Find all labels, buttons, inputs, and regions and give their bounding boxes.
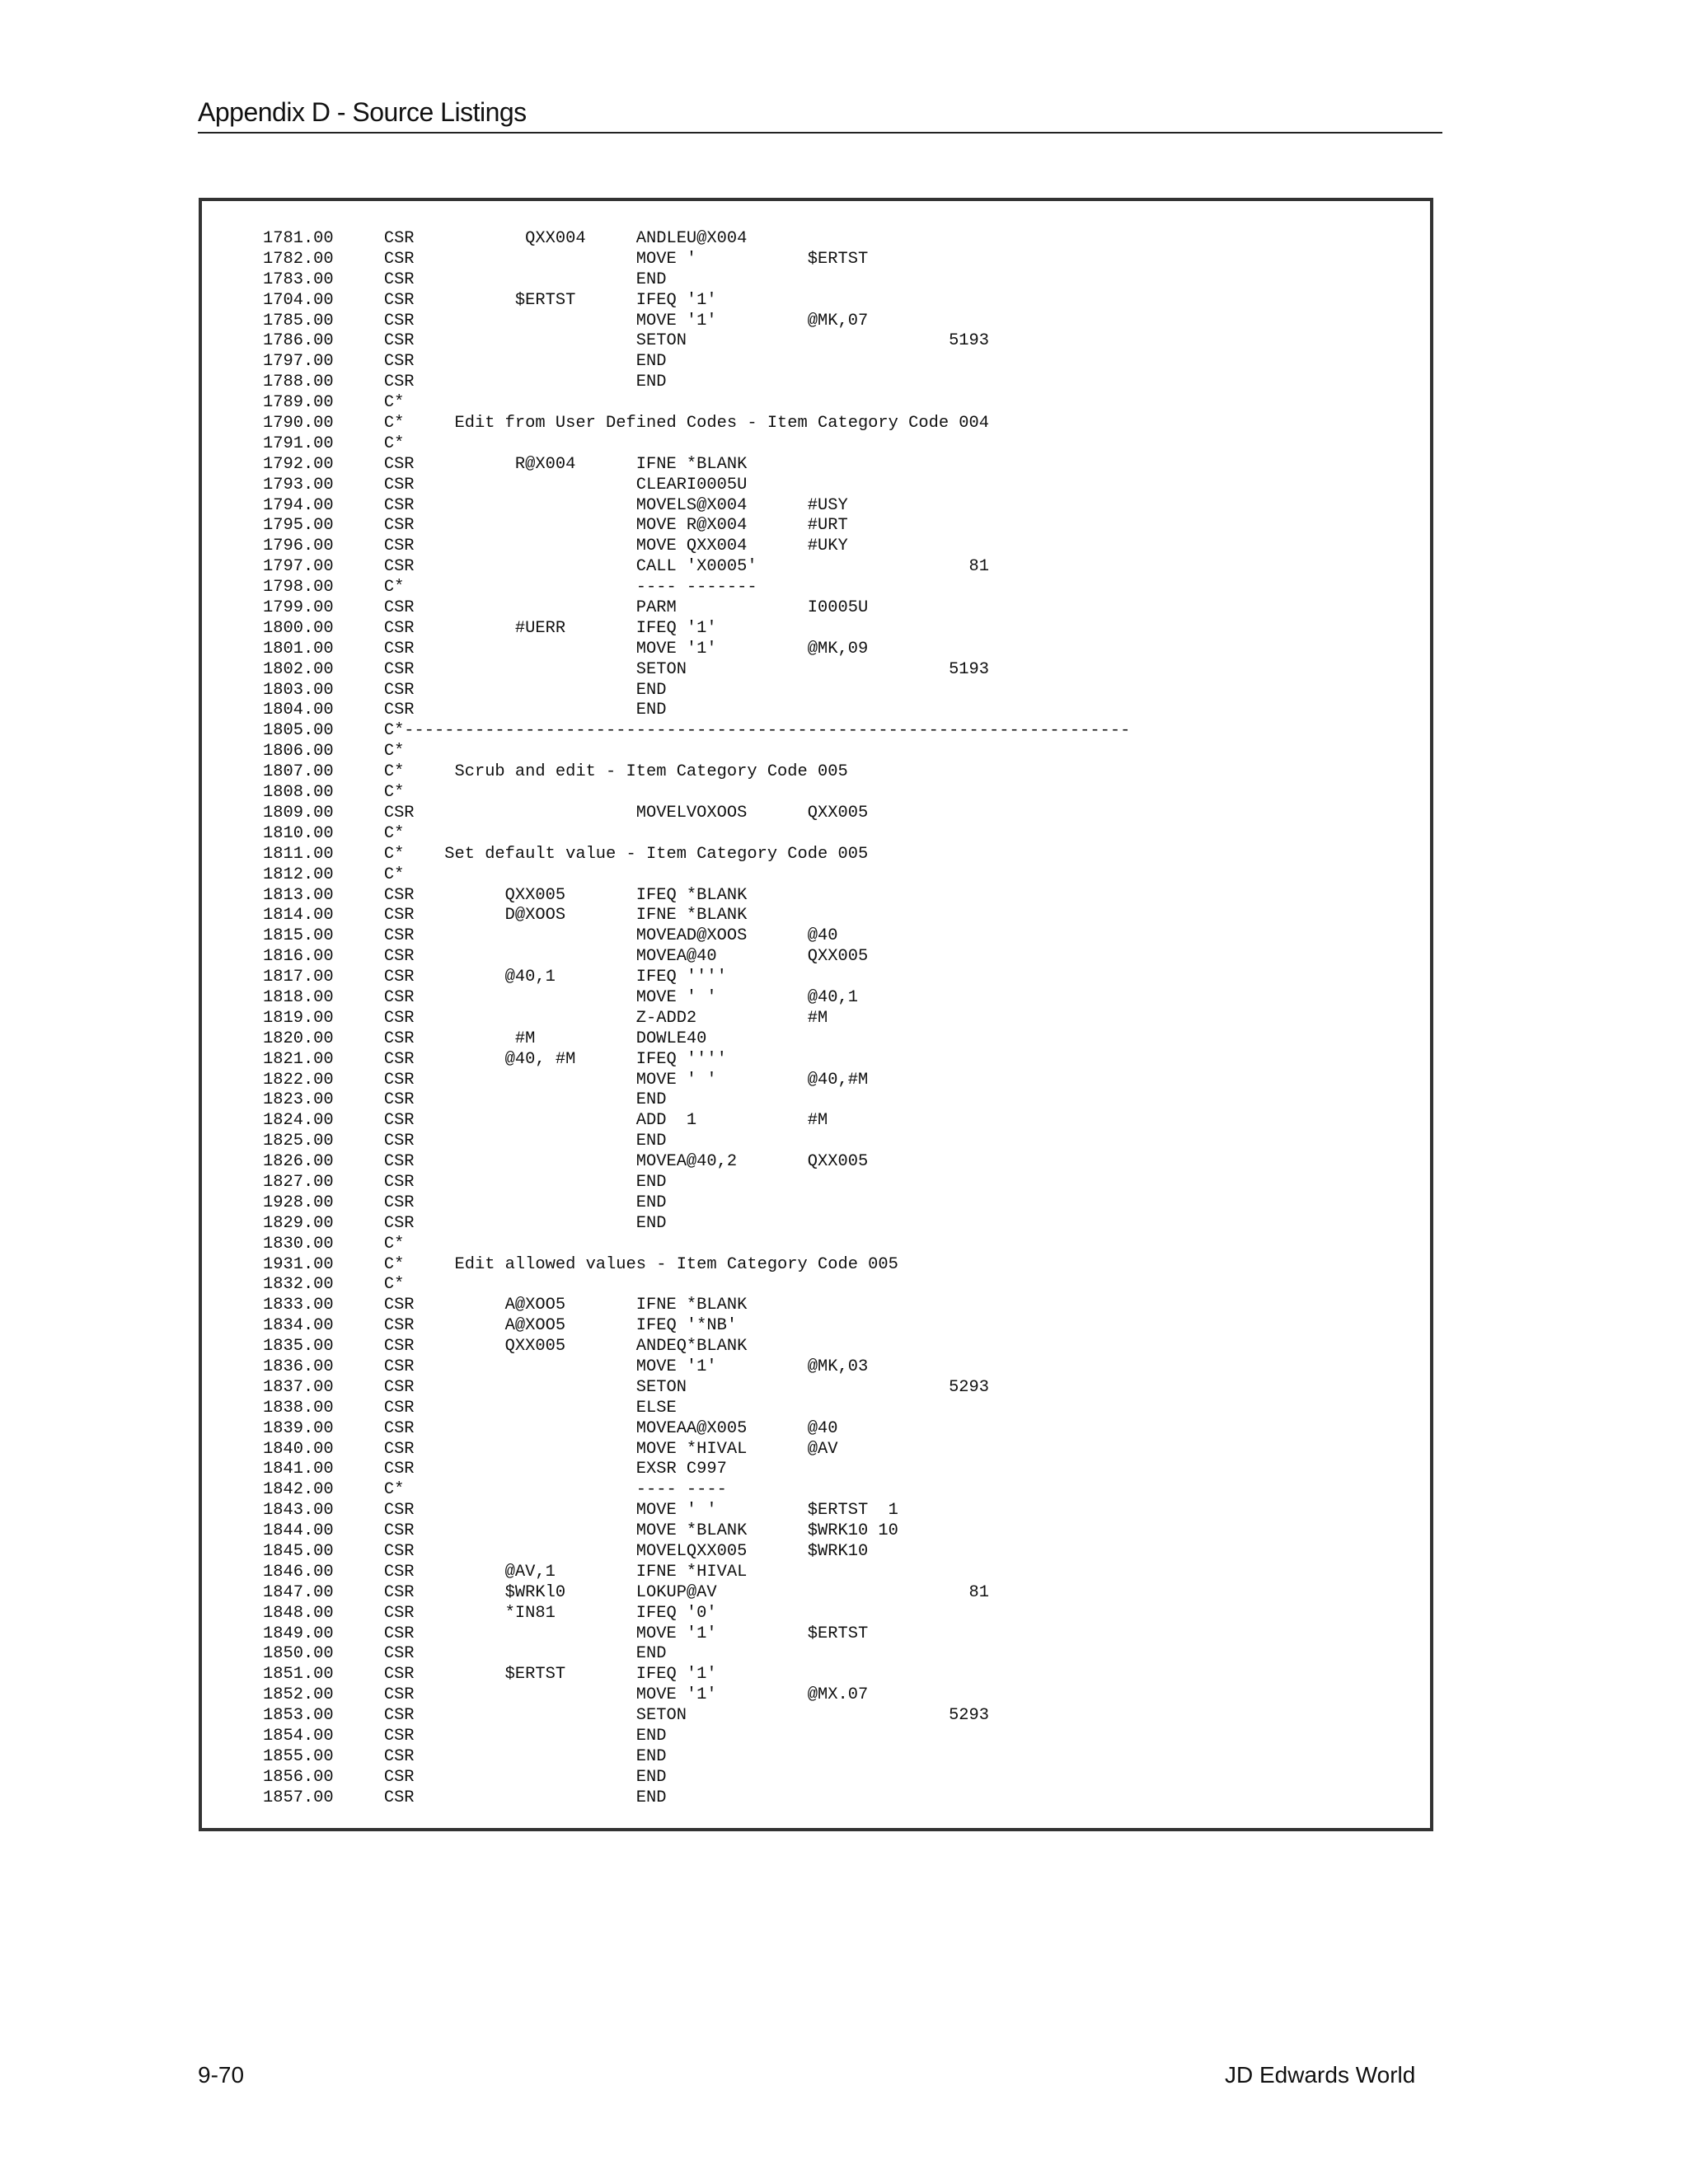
code-line: 1849.00 CSR MOVE '1' $ERTST	[263, 1624, 869, 1643]
code-line: 1840.00 CSR MOVE *HIVAL @AV	[263, 1439, 838, 1459]
code-line: 1791.00 C*	[263, 434, 405, 453]
code-line: 1931.00 C* Edit allowed values - Item Category Code 005	[263, 1254, 898, 1274]
code-line: 1814.00 CSR D@XOOS IFNE *BLANK	[263, 906, 748, 926]
code-line: 1848.00 CSR *IN81 IFEQ '0'	[263, 1603, 717, 1623]
code-line: 1830.00 C*	[263, 1234, 405, 1254]
code-line: 1823.00 CSR END	[263, 1090, 667, 1110]
code-line: 1802.00 CSR SETON 5193	[263, 659, 990, 679]
code-line: 1854.00 CSR END	[263, 1727, 667, 1746]
code-line: 1813.00 CSR QXX005 IFEQ *BLANK	[263, 885, 748, 905]
code-line: 1798.00 C* ---- -------	[263, 578, 757, 598]
code-line: 1786.00 CSR SETON 5193	[263, 331, 990, 351]
code-line: 1808.00 C*	[263, 783, 405, 803]
source-listing	[263, 229, 1130, 1809]
code-line: 1856.00 CSR END	[263, 1767, 667, 1787]
code-line: 1852.00 CSR MOVE '1' @MX.07	[263, 1685, 869, 1705]
code-line: 1819.00 CSR Z-ADD2 #M	[263, 1008, 828, 1028]
source-listing-box	[199, 198, 1433, 1831]
code-line: 1781.00 CSR QXX004 ANDLEU@X004	[263, 229, 748, 248]
code-line: 1820.00 CSR #M DOWLE40	[263, 1029, 707, 1048]
code-line: 1789.00 C*	[263, 393, 405, 413]
code-line: 1835.00 CSR QXX005 ANDEQ*BLANK	[263, 1337, 748, 1357]
code-line: 1818.00 CSR MOVE ' ' @40,1	[263, 987, 858, 1007]
code-line: 1847.00 CSR $WRKl0 LOKUP@AV 81	[263, 1582, 990, 1602]
code-line: 1839.00 CSR MOVEAA@X005 @40	[263, 1418, 838, 1438]
code-line: 1797.00 CSR CALL 'X0005' 81	[263, 557, 990, 577]
code-line: 1806.00 C*	[263, 742, 405, 762]
code-line: 1928.00 CSR END	[263, 1193, 667, 1212]
code-line: 1810.00 C*	[263, 823, 405, 843]
code-line: 1826.00 CSR MOVEA@40,2 QXX005	[263, 1152, 869, 1172]
code-line: 1803.00 CSR END	[263, 680, 667, 700]
code-line: 1825.00 CSR END	[263, 1132, 667, 1151]
code-line: 1704.00 CSR $ERTST IFEQ '1'	[263, 290, 717, 310]
code-line: 1792.00 CSR R@X004 IFNE *BLANK	[263, 454, 748, 474]
code-line: 1834.00 CSR A@XOO5 IFEQ '*NB'	[263, 1316, 738, 1336]
code-line: 1785.00 CSR MOVE '1' @MK,07	[263, 311, 869, 330]
code-line: 1815.00 CSR MOVEAD@XOOS @40	[263, 926, 838, 946]
code-line: 1788.00 CSR END	[263, 373, 667, 392]
code-line: 1843.00 CSR MOVE ' ' $ERTST 1	[263, 1501, 898, 1521]
code-line: 1832.00 C*	[263, 1275, 405, 1295]
code-line: 1855.00 CSR END	[263, 1746, 667, 1766]
code-line: 1822.00 CSR MOVE ' ' @40,#M	[263, 1070, 869, 1090]
code-line: 1827.00 CSR END	[263, 1172, 667, 1192]
code-line: 1807.00 C* Scrub and edit - Item Category Code 005	[263, 762, 848, 782]
code-line: 1812.00 C*	[263, 865, 405, 884]
code-line: 1790.00 C* Edit from User Defined Codes - Item Category Code 004	[263, 414, 990, 434]
code-line: 1817.00 CSR @40,1 IFEQ ''''	[263, 968, 727, 987]
code-line: 1824.00 CSR ADD 1 #M	[263, 1111, 828, 1131]
page-number: 9-70	[198, 2062, 245, 2088]
code-line: 1836.00 CSR MOVE '1' @MK,03	[263, 1357, 869, 1376]
code-line: 1793.00 CSR CLEARI0005U	[263, 475, 748, 494]
code-line: 1805.00 C*------------------------------------------------------------------------	[263, 721, 1131, 741]
code-line: 1809.00 CSR MOVELVOXOOS QXX005	[263, 803, 869, 823]
code-line: 1846.00 CSR @AV,1 IFNE *HIVAL	[263, 1562, 748, 1582]
code-line: 1829.00 CSR END	[263, 1213, 667, 1233]
code-line: 1797.00 CSR END	[263, 352, 667, 372]
code-line: 1783.00 CSR END	[263, 269, 667, 289]
code-line: 1800.00 CSR #UERR IFEQ '1'	[263, 618, 717, 638]
code-line: 1845.00 CSR MOVELQXX005 $WRK10	[263, 1542, 869, 1561]
code-line: 1853.00 CSR SETON 5293	[263, 1706, 990, 1726]
code-line: 1821.00 CSR @40, #M IFEQ ''''	[263, 1049, 727, 1069]
code-line: 1851.00 CSR $ERTST IFEQ '1'	[263, 1665, 717, 1685]
code-line: 1811.00 C* Set default value - Item Category Code 005	[263, 844, 869, 864]
code-line: 1841.00 CSR EXSR C997	[263, 1460, 727, 1479]
code-line: 1838.00 CSR ELSE	[263, 1398, 677, 1418]
code-line: 1850.00 CSR END	[263, 1644, 667, 1664]
code-line: 1837.00 CSR SETON 5293	[263, 1377, 990, 1397]
code-line: 1842.00 C* ---- ----	[263, 1480, 727, 1500]
code-line: 1782.00 CSR MOVE ' $ERTST	[263, 249, 869, 269]
code-line: 1833.00 CSR A@XOO5 IFNE *BLANK	[263, 1296, 748, 1315]
code-line: 1794.00 CSR MOVELS@X004 #USY	[263, 495, 848, 515]
code-line: 1816.00 CSR MOVEA@40 QXX005	[263, 947, 869, 967]
code-line: 1795.00 CSR MOVE R@X004 #URT	[263, 516, 848, 536]
code-line: 1801.00 CSR MOVE '1' @MK,09	[263, 639, 869, 658]
code-line: 1804.00 CSR END	[263, 701, 667, 720]
code-line: 1799.00 CSR PARM I0005U	[263, 598, 869, 618]
code-line: 1796.00 CSR MOVE QXX004 #UKY	[263, 537, 848, 556]
page-header-title: Appendix D - Source Listings	[198, 97, 527, 127]
footer-product-name: JD Edwards World	[1225, 2062, 1416, 2088]
header-divider	[198, 132, 1442, 134]
code-line: 1857.00 CSR END	[263, 1788, 667, 1807]
code-line: 1844.00 CSR MOVE *BLANK $WRK10 10	[263, 1521, 898, 1541]
